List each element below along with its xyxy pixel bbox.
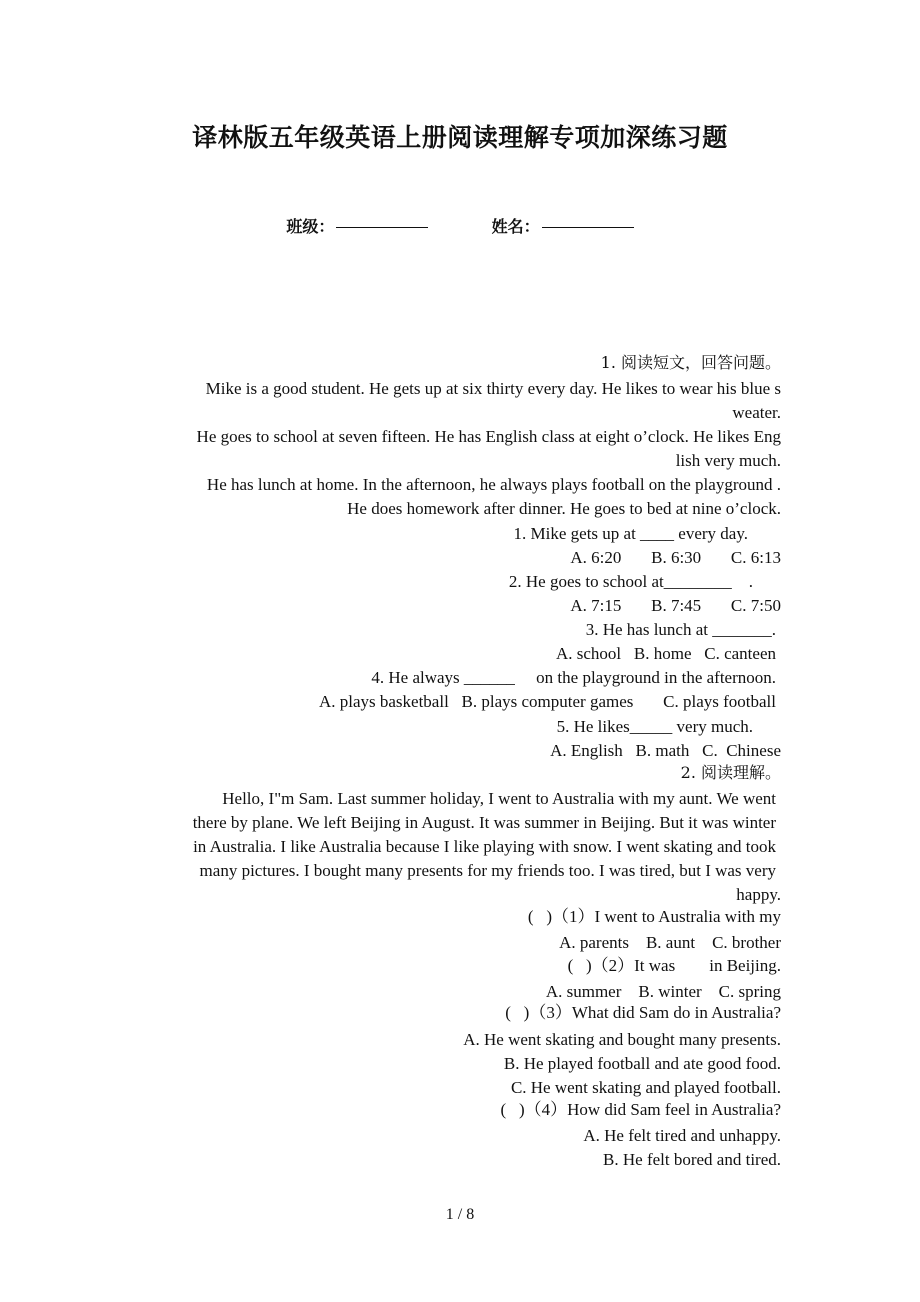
question-2-4-option-b: B. He felt bored and tired. [603,1150,781,1169]
section2-passage-line: happy. [736,885,781,904]
section1-passage-line: He has lunch at home. In the afternoon, he always plays football on the playground . [206,475,781,494]
section2-passage-line: many pictures. I bought many presents for my friends too. I was tired, but I was very [199,861,776,880]
question-2-3-option-b: B. He played football and ate good food. [503,1054,781,1073]
question-1-1: 1. Mike gets up at ____ every day. [513,524,748,543]
name-label: 姓名： [491,217,540,236]
question-1-4: 4. He always ______ on the playground in the afternoon. [371,668,776,687]
section1-passage-line: lish very much. [675,451,781,470]
question-1-2-options: A. 7:15 B. 7:45 C. 7:50 [570,596,781,615]
section1-passage-line: He goes to school at seven fifteen. He has English class at eight o’clock. He likes Eng [196,427,781,446]
question-1-5: 5. He likes_____ very much. [556,717,753,736]
document-title: 译林版五年级英语上册阅读理解专项加深练习题 [192,123,728,152]
section1-passage-line: He does homework after dinner. He goes to bed at nine o’clock. [347,499,781,518]
question-2-2: ( )（2）It was in Beijing. [567,956,781,975]
question-1-1-options: A. 6:20 B. 6:30 C. 6:13 [570,548,781,567]
section2-passage-line: in Australia. I like Australia because I like playing with snow. I went skating and took [193,837,776,856]
class-label: 班级： [286,217,335,236]
question-2-1-options: A. parents B. aunt C. brother [559,933,781,952]
question-2-4: ( )（4）How did Sam feel in Australia? [500,1100,781,1119]
class-blank[interactable] [336,227,428,228]
section1-passage-line: Mike is a good student. He gets up at six thirty every day. He likes to wear his blue s [205,379,781,398]
section1-passage-line: weater. [732,403,781,422]
question-2-1: ( )（1）I went to Australia with my [527,907,781,926]
question-2-2-options: A. summer B. winter C. spring [545,982,781,1001]
question-1-5-options: A. English B. math C. Chinese [550,741,781,760]
section2-passage-line: Hello, I"m Sam. Last summer holiday, I went to Australia with my aunt. We went [222,789,776,808]
name-blank[interactable] [542,227,634,228]
section2-passage-line: there by plane. We left Beijing in August. It was summer in Beijing. But it was winter [192,813,776,832]
question-2-4-option-a: A. He felt tired and unhappy. [583,1126,781,1145]
question-1-3: 3. He has lunch at _______. [585,620,776,639]
student-info [0,214,920,237]
section1-heading: 1. 阅读短文，回答问题。 [600,353,781,372]
question-2-3-option-c: C. He went skating and played football. [510,1078,781,1097]
question-2-3: ( )（3）What did Sam do in Australia? [505,1003,781,1022]
question-1-4-options: A. plays basketball B. plays computer games C. plays football [318,692,776,711]
page-number: 1 / 8 [445,1206,475,1223]
section2-heading: 2. 阅读理解。 [680,763,781,782]
question-2-3-option-a: A. He went skating and bought many presents. [463,1030,781,1049]
question-1-2: 2. He goes to school at________ . [508,572,753,591]
question-1-3-options: A. school B. home C. canteen [555,644,776,663]
